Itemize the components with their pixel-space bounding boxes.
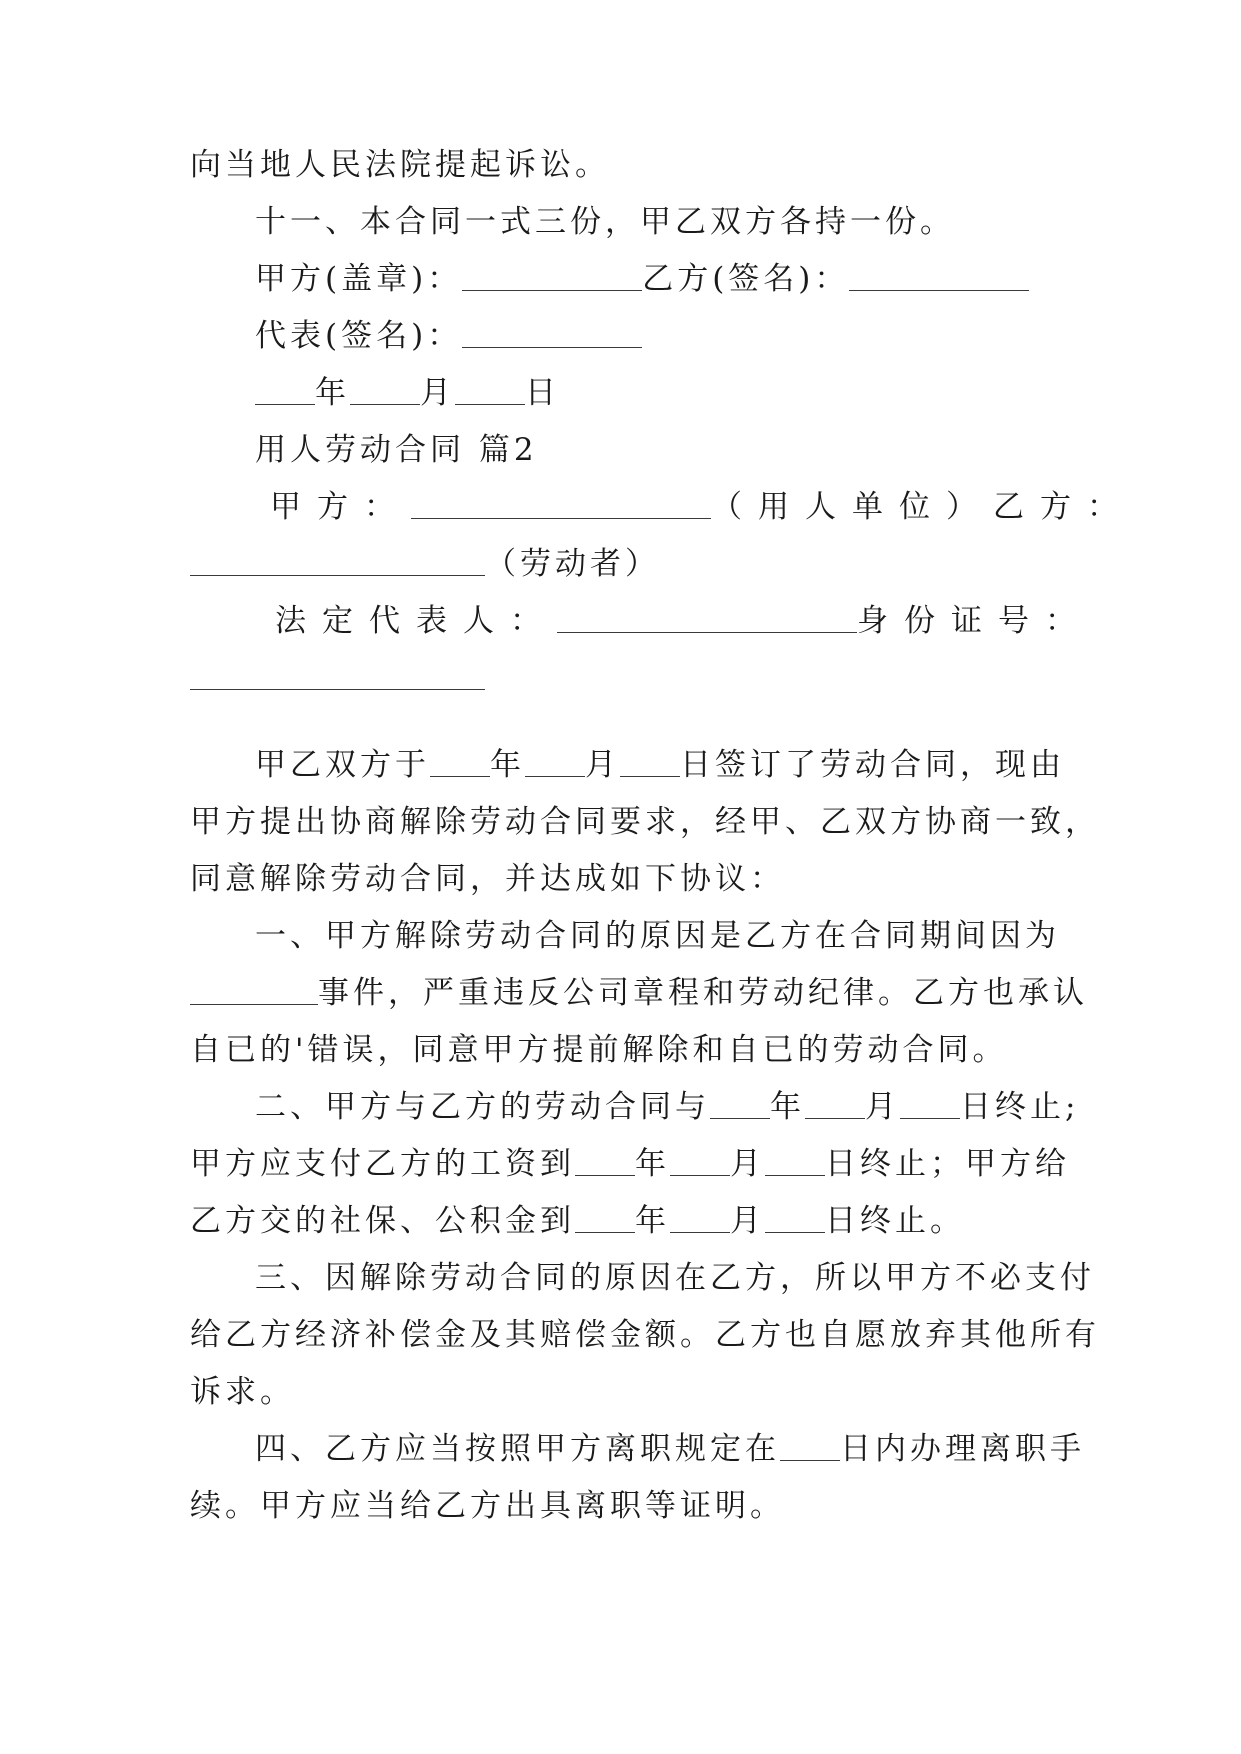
blank-underline [765,1202,825,1233]
blank-underline [780,1430,840,1461]
blank-underline [557,602,857,633]
blank-underline [900,1088,960,1119]
blank-underline [575,1202,635,1233]
party-line: 甲方： （用人单位）乙方： [270,489,1134,525]
blank-underline [575,1145,635,1176]
clause-1-line-2: 事件，严重违反公司章程和劳动纪律。乙方也承认 [190,973,1088,1013]
signature-line-party-a: 甲方(盖章)： 乙方(签名)： [255,259,1029,299]
blank-underline [255,374,315,405]
blank-underline [190,659,485,690]
blank-underline [849,260,1029,291]
text-line-clause-11: 十一、本合同一式三份，甲乙双方各持一份。 [255,204,955,240]
clause-2-line-1: 二、甲方与乙方的劳动合同与 年 月 日终止; [255,1089,1080,1125]
legal-rep-line: 法定代表人： 身份证号： [275,603,1092,639]
blank-underline [462,260,642,291]
clause-4-line-2: 续。甲方应当给乙方出具离职等证明。 [190,1488,785,1524]
text-line-1: 向当地人民法院提起诉讼。 [190,147,610,183]
intro-line-1: 甲乙双方于 年 月 日签订了劳动合同，现由 [255,747,1065,783]
blank-underline [620,746,680,777]
blank-underline [670,1145,730,1176]
blank-underline [765,1145,825,1176]
blank-underline [350,374,420,405]
blank-underline [190,974,318,1005]
clause-1-line-3: 自已的'错误，同意甲方提前解除和自已的劳动合同。 [190,1032,1008,1068]
intro-line-2: 甲方提出协商解除劳动合同要求，经甲、乙双方协商一致， [190,804,1100,840]
clause-3-line-1: 三、因解除劳动合同的原因在乙方，所以甲方不必支付 [255,1260,1095,1296]
blank-underline [670,1202,730,1233]
clause-2-line-3: 乙方交的社保、公积金到 年 月 日终止。 [190,1203,965,1239]
blank-underline [430,746,490,777]
clause-2-line-2: 甲方应支付乙方的工资到 年 月 日终止；甲方给 [190,1146,1070,1182]
clause-4-line-1: 四、乙方应当按照甲方离职规定在 日内办理离职手 [255,1431,1085,1467]
intro-line-3: 同意解除劳动合同，并达成如下协议： [190,861,785,897]
date-line: 年 月 日 [255,373,560,413]
blank-underline [411,488,711,519]
id-number-blank [190,658,485,698]
clause-1-line-1: 一、甲方解除劳动合同的原因是乙方在合同期间因为 [255,918,1060,954]
blank-underline [710,1088,770,1119]
section-heading: 用人劳动合同 篇2 [255,432,538,468]
blank-underline [190,545,485,576]
blank-underline [462,317,642,348]
worker-line: （劳动者） [190,544,660,584]
blank-underline [805,1088,865,1119]
clause-3-line-2: 给乙方经济补偿金及其赔偿金额。乙方也自愿放弃其他所有 [190,1317,1100,1353]
clause-3-line-3: 诉求。 [190,1374,295,1410]
blank-underline [525,746,585,777]
blank-underline [455,374,525,405]
signature-line-representative: 代表(签名)： [255,316,642,356]
